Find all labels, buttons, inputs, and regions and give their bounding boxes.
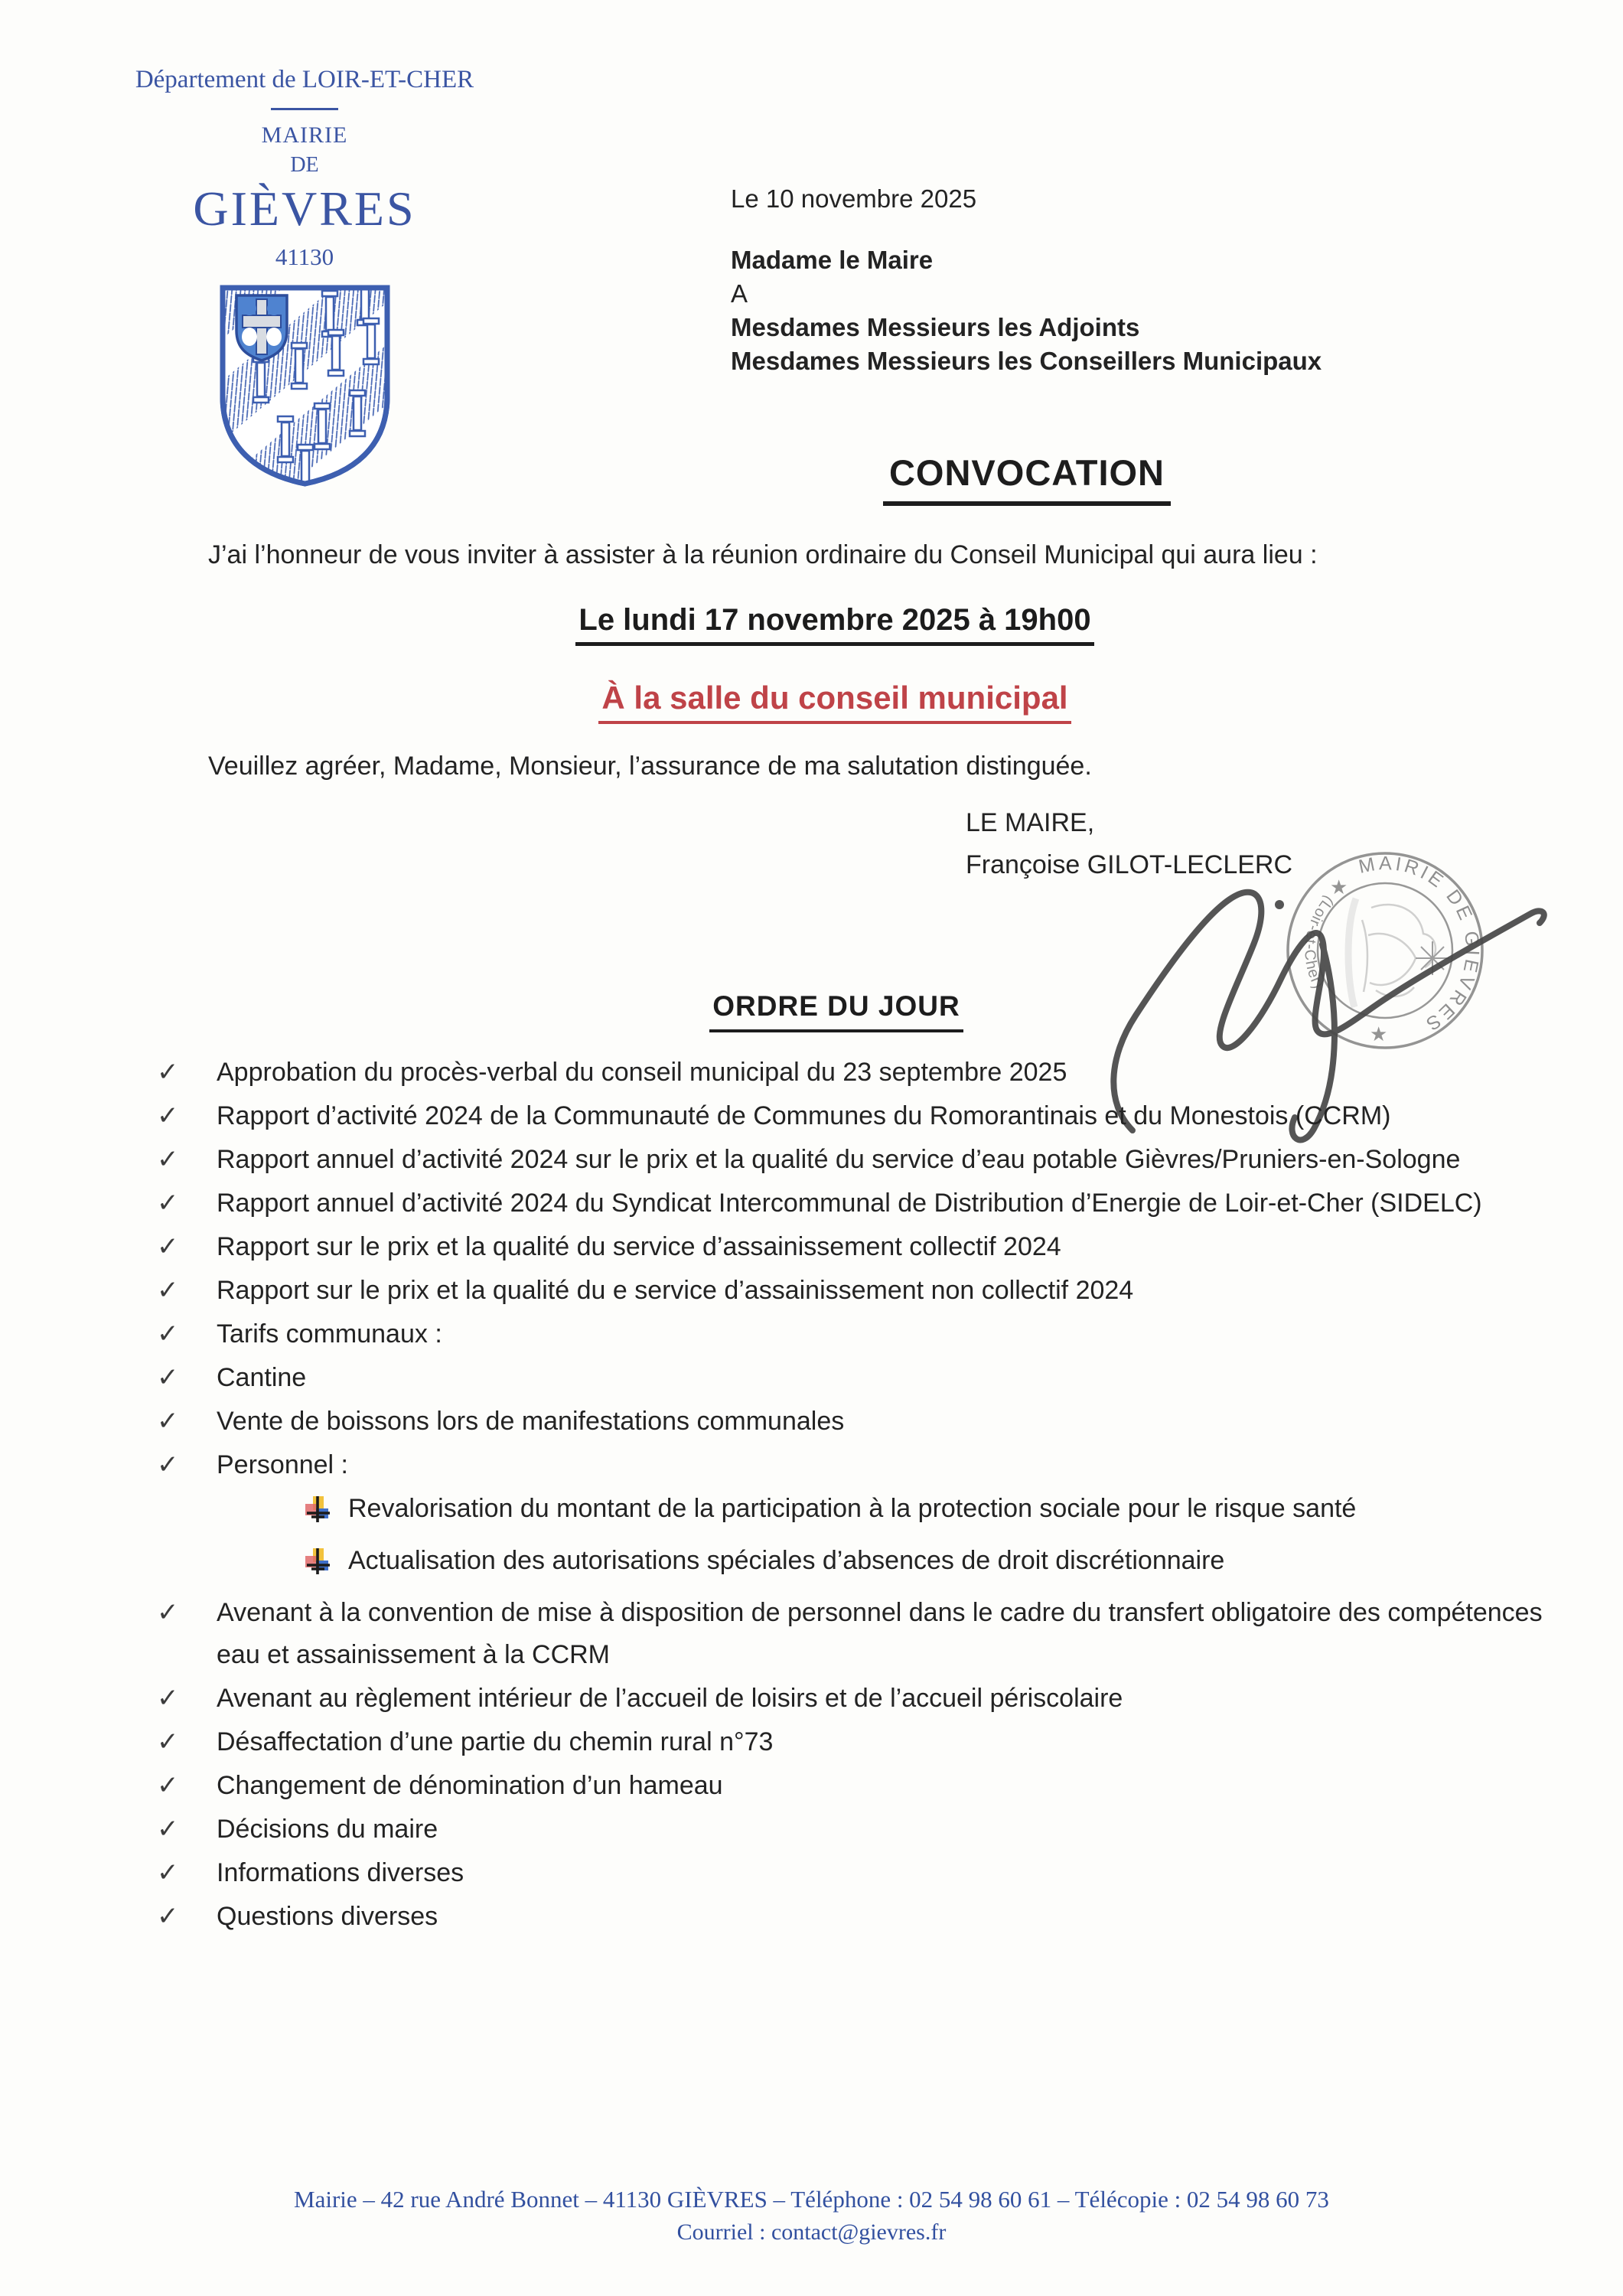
stamp-star-top-icon: ★ (1330, 876, 1348, 899)
agenda-item (157, 1313, 1579, 1355)
agenda-item-text: Désaffectation d’une partie du chemin rural n°73 (217, 1727, 774, 1756)
agenda-item (157, 1721, 1579, 1763)
agenda-item (157, 1896, 1579, 1938)
recipient-line-1: Mesdames Messieurs les Adjoints (731, 313, 1140, 341)
agenda-subitem-text: Actualisation des autorisations spéciales d’absences de droit discrétionnaire (348, 1546, 1225, 1575)
de-label: DE (290, 153, 319, 177)
check-icon: ✓ (157, 1101, 179, 1131)
agenda-item-text: Rapport annuel d’activité 2024 sur le prix et la qualité du service d’eau potable Gièvres/Pruniers-en-Sologne (217, 1145, 1461, 1174)
agenda-item-text: Rapport d’activité 2024 de la Communauté de Communes du Romorantinais et du Monestois (CCRM) (217, 1101, 1391, 1130)
meeting-location: À la salle du conseil municipal (598, 680, 1071, 724)
agenda-item-text: Informations diverses (217, 1858, 464, 1887)
intro-paragraph: J’ai l’honneur de vous inviter à assister à la réunion ordinaire du Conseil Municipal qui aura lieu : (208, 540, 1318, 569)
agenda-item-text: Décisions du maire (217, 1815, 438, 1844)
agenda-item (157, 1270, 1579, 1312)
signer-role: LE MAIRE, (966, 808, 1095, 837)
agenda-item-text: Cantine (217, 1363, 307, 1392)
agenda-item-text: Rapport annuel d’activité 2024 du Syndicat Intercommunal de Distribution d’Energie de Loir-et-Cher (SIDELC) (217, 1189, 1482, 1218)
check-icon: ✓ (157, 1597, 179, 1628)
stamp-star-bottom-icon: ★ (1370, 1022, 1388, 1045)
footer (0, 2186, 1623, 2245)
agenda-item-text: Personnel : (217, 1450, 348, 1479)
agenda-item-text: Rapport sur le prix et la qualité du e service d’assainissement non collectif 2024 (217, 1276, 1134, 1305)
footer-address-line: Mairie – 42 rue André Bonnet – 41130 GIÈVRES – Téléphone : 02 54 98 60 61 – Télécopie : 02 54 98 60 73 (294, 2186, 1329, 2213)
closing-paragraph: Veuillez agréer, Madame, Monsieur, l’assurance de ma salutation distinguée. (208, 752, 1092, 781)
letterhead (90, 66, 519, 494)
agenda-heading-wrap (458, 990, 1215, 1032)
agenda-item (157, 1808, 1579, 1851)
check-icon: ✓ (157, 1857, 179, 1888)
agenda-item (157, 1052, 1579, 1094)
check-icon: ✓ (157, 1770, 179, 1801)
check-icon: ✓ (157, 1362, 179, 1393)
agenda-item (157, 1095, 1579, 1137)
check-icon: ✓ (157, 1901, 179, 1932)
footer-email-line: Courriel : contact@gievres.fr (676, 2219, 947, 2245)
agenda-item (157, 1444, 1579, 1486)
agenda-item-text: Vente de boissons lors de manifestations communales (217, 1407, 845, 1436)
check-icon: ✓ (157, 1406, 179, 1437)
agenda-subitem (302, 1540, 1579, 1590)
agenda-item-text: Avenant au règlement intérieur de l’accueil de loisirs et de l’accueil périscolaire (217, 1684, 1123, 1713)
agenda-item (157, 1139, 1579, 1181)
meeting-datetime: Le lundi 17 novembre 2025 à 19h00 (575, 603, 1093, 646)
check-icon: ✓ (157, 1450, 179, 1480)
to-marker: A (731, 279, 748, 308)
check-icon: ✓ (157, 1144, 179, 1175)
agenda-subitem-text: Revalorisation du montant de la participation à la protection sociale pour le risque santé (348, 1494, 1357, 1523)
check-icon: ✓ (157, 1683, 179, 1714)
agenda-item-text: Questions diverses (217, 1902, 438, 1931)
inner-shield (236, 295, 287, 360)
agenda-item-text: Avenant à la convention de mise à disposition de personnel dans le cadre du transfert obligatoire des compétences eau et assainissement à la CCRM (217, 1598, 1543, 1669)
colored-dagger-bullet-icon (302, 1488, 336, 1538)
agenda-item-text: Rapport sur le prix et la qualité du service d’assainissement collectif 2024 (217, 1232, 1061, 1261)
agenda-item (157, 1765, 1579, 1807)
mairie-label: MAIRIE (261, 122, 348, 148)
location-band (230, 680, 1440, 724)
check-icon: ✓ (157, 1057, 179, 1088)
check-icon: ✓ (157, 1188, 179, 1218)
agenda-item (157, 1678, 1579, 1720)
agenda-item (157, 1592, 1579, 1676)
recipient-block (731, 182, 1322, 378)
agenda-item (157, 1852, 1579, 1894)
agenda-heading: ORDRE DU JOUR (709, 990, 963, 1032)
recipient-line-2: Mesdames Messieurs les Conseillers Municipaux (731, 347, 1322, 375)
agenda-item (157, 1357, 1579, 1399)
agenda-subitem (302, 1488, 1579, 1538)
datetime-band (230, 603, 1440, 646)
check-icon: ✓ (157, 1319, 179, 1349)
sender-line: Madame le Maire (731, 246, 934, 274)
stamp-text-left: (Loir-et-Cher) (1301, 892, 1338, 993)
agenda-item-text: Approbation du procès-verbal du conseil municipal du 23 septembre 2025 (217, 1058, 1067, 1087)
agenda-item (157, 1182, 1579, 1225)
document-title: CONVOCATION (883, 452, 1171, 506)
agenda-item (157, 1401, 1579, 1443)
postal-code: 41130 (275, 243, 334, 270)
check-icon: ✓ (157, 1727, 179, 1757)
agenda-item-text: Tarifs communaux : (217, 1319, 442, 1349)
letter-date: Le 10 novembre 2025 (731, 184, 977, 213)
department-name: Département de LOIR-ET-CHER (135, 66, 474, 93)
title-wrap (782, 452, 1272, 506)
check-icon: ✓ (157, 1814, 179, 1844)
signer-name: Françoise GILOT-LECLERC (966, 850, 1293, 879)
city-name: GIÈVRES (193, 181, 416, 236)
agenda-item-text: Changement de dénomination d’un hameau (217, 1771, 723, 1800)
agenda-item (157, 1226, 1579, 1268)
check-icon: ✓ (157, 1231, 179, 1262)
check-icon: ✓ (157, 1275, 179, 1306)
coat-of-arms (215, 282, 395, 490)
agenda-list (157, 1052, 1579, 1939)
stamp-text-top: MAIRIE DE GIEVRES (1357, 853, 1484, 1036)
letterhead-divider (271, 108, 338, 110)
colored-dagger-bullet-icon (302, 1540, 336, 1590)
